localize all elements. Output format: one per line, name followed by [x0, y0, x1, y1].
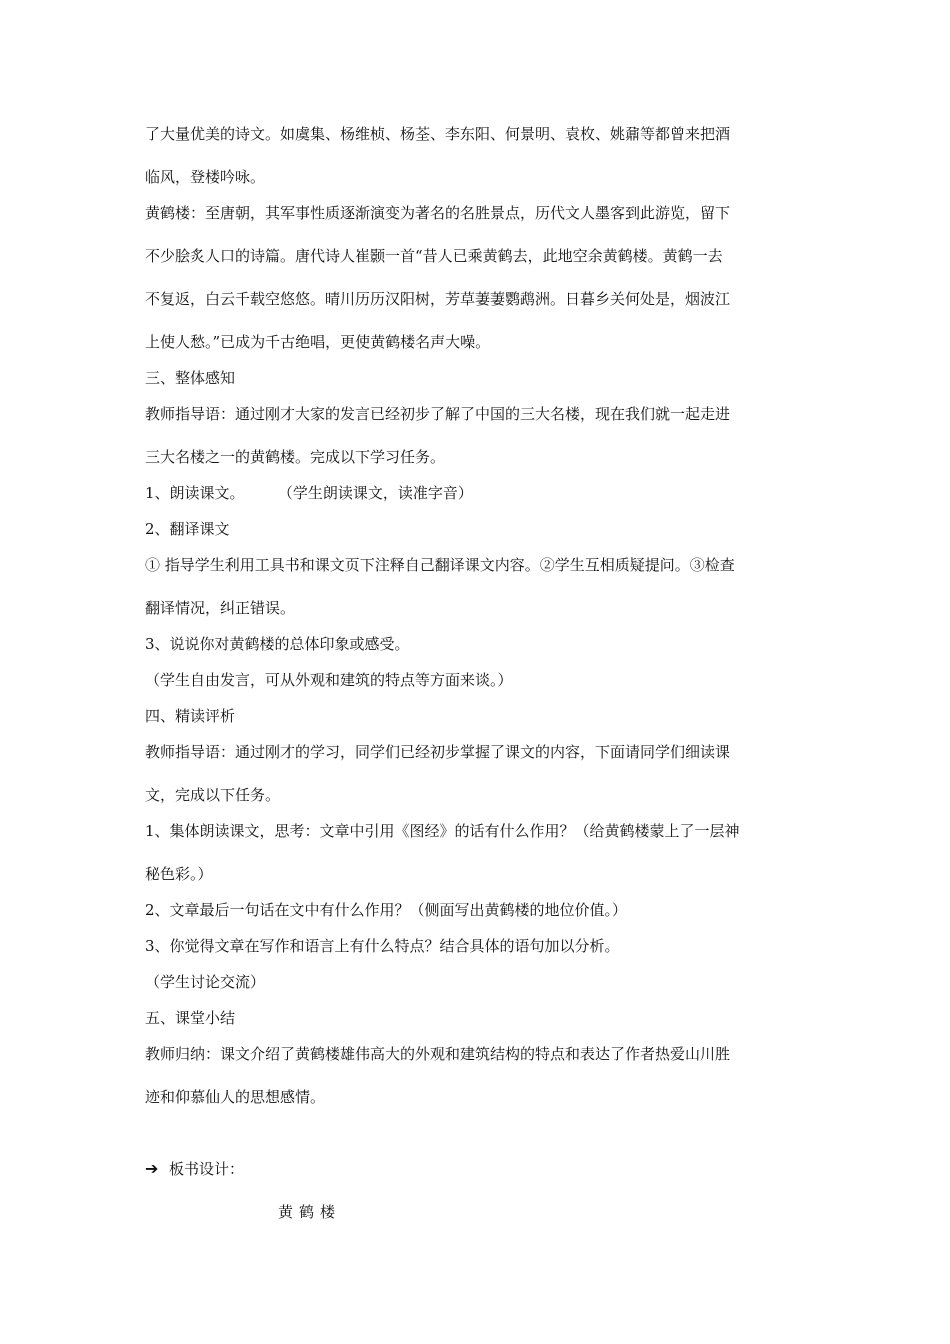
paragraph-line: 上使人愁。”已成为千古绝唱，更使黄鹤楼名声大噪。	[145, 333, 491, 351]
board-design-label: 板书设计：	[169, 1160, 245, 1178]
arrow-right-icon: ➔	[145, 1159, 159, 1178]
paragraph-line: 了大量优美的诗文。如虞集、杨维桢、杨荃、李东阳、何景明、袁枚、姚鼐等都曾来把酒	[145, 125, 731, 143]
paragraph-line: 3、说说你对黄鹤楼的总体印象或感受。	[145, 635, 410, 653]
paragraph-line: 三大名楼之一的黄鹤楼。完成以下学习任务。	[145, 448, 446, 466]
paragraph-line: 2、文章最后一句话在文中有什么作用？（侧面写出黄鹤楼的地位价值。）	[145, 901, 628, 919]
paragraph-line: 教师指导语：通过刚才大家的发言已经初步了解了中国的三大名楼，现在我们就一起走进	[145, 405, 731, 423]
paragraph-line: 教师指导语：通过刚才的学习，同学们已经初步掌握了课文的内容，下面请同学们细读课	[145, 743, 731, 761]
paragraph-line: 翻译情况，纠正错误。	[145, 599, 296, 617]
paragraph-line: ① 指导学生利用工具书和课文页下注释自己翻译课文内容。②学生互相质疑提问。③检查	[145, 556, 735, 574]
section-heading: 四、精读评析	[145, 707, 236, 725]
paragraph-line: 1、朗读课文。 （学生朗读课文，读准字音）	[145, 484, 473, 502]
paragraph-line: （学生讨论交流）	[145, 973, 266, 991]
paragraph-line: 不少脍炙人口的诗篇。唐代诗人崔颢一首“昔人已乘黄鹤去，此地空余黄鹤楼。黄鹤一去	[145, 247, 723, 265]
section-heading: 五、课堂小结	[145, 1009, 236, 1027]
paragraph-line: 文，完成以下任务。	[145, 786, 281, 804]
paragraph-line: 3、你觉得文章在写作和语言上有什么特点？结合具体的语句加以分析。	[145, 937, 620, 955]
paragraph-line: 临风，登楼吟咏。	[145, 168, 266, 186]
board-design-heading	[145, 1159, 810, 1179]
paragraph-line: 秘色彩。）	[145, 865, 213, 883]
paragraph-line: 1、集体朗读课文，思考：文章中引用《图经》的话有什么作用？（给黄鹤楼蒙上了一层神	[145, 822, 740, 840]
board-design-title: 黄鹤楼	[278, 1203, 342, 1221]
section-heading: 三、整体感知	[145, 369, 236, 387]
paragraph-line: 不复返，白云千载空悠悠。晴川历历汉阳树，芳草萋萋鹦鹉洲。日暮乡关何处是，烟波江	[145, 290, 731, 308]
paragraph-line: 2、翻译课文	[145, 520, 230, 538]
paragraph-line: 迹和仰慕仙人的思想感情。	[145, 1088, 326, 1106]
paragraph-line: （学生自由发言，可从外观和建筑的特点等方面来谈。）	[145, 671, 513, 689]
paragraph-line: 教师归纳：课文介绍了黄鹤楼雄伟高大的外观和建筑结构的特点和表达了作者热爱山川胜	[145, 1045, 731, 1063]
paragraph-line: 黄鹤楼：至唐朝，其军事性质逐渐演变为著名的名胜景点，历代文人墨客到此游览，留下	[145, 204, 731, 222]
document-page	[145, 124, 810, 1222]
